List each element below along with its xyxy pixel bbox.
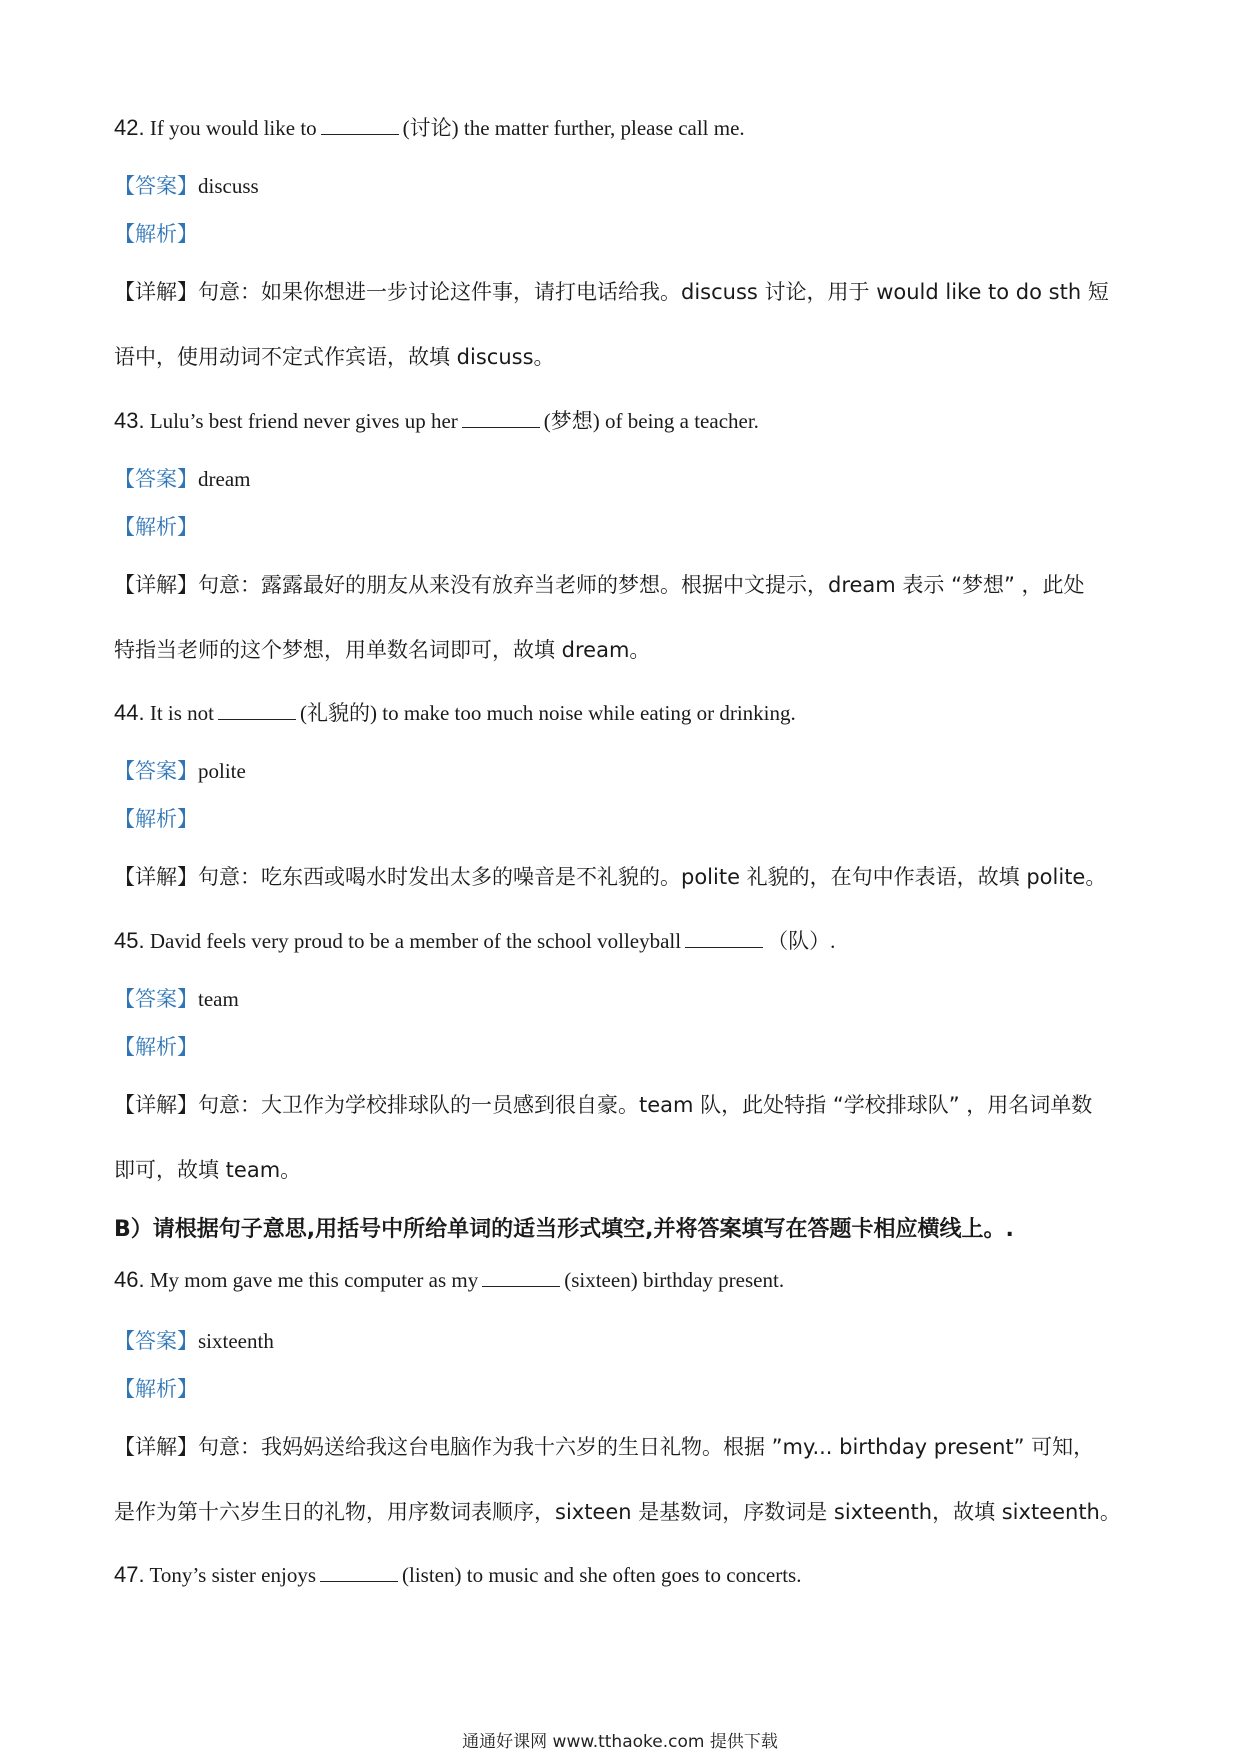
detail-text: 语中，使用动词不定式作宾语，故填 discuss。 bbox=[114, 345, 555, 369]
detail-line-43a bbox=[114, 569, 1085, 599]
answer-tag: 【答案】 bbox=[114, 987, 198, 1011]
analysis-line-45 bbox=[114, 1031, 198, 1061]
question-number: 47. bbox=[114, 1562, 145, 1587]
detail-tag: 【详解】 bbox=[114, 280, 198, 304]
detail-line-43b bbox=[114, 634, 650, 664]
question-43 bbox=[114, 405, 759, 435]
section-b-heading: B）请根据句子意思,用括号中所给单词的适当形式填空,并将答案填写在答题卡相应横线上。. bbox=[114, 1217, 1014, 1242]
question-text-after: (sixteen) birthday present. bbox=[564, 1268, 785, 1292]
detail-line-45b bbox=[114, 1154, 301, 1184]
analysis-tag: 【解析】 bbox=[114, 807, 198, 831]
detail-text: 句意：吃东西或喝水时发出太多的噪音是不礼貌的。polite 礼貌的，在句中作表语，故填 polite。 bbox=[198, 865, 1107, 889]
analysis-tag: 【解析】 bbox=[114, 222, 198, 246]
detail-text: 即可，故填 team。 bbox=[114, 1158, 302, 1182]
answer-value: sixteenth bbox=[198, 1329, 274, 1353]
answer-tag: 【答案】 bbox=[114, 174, 198, 198]
question-45 bbox=[114, 925, 835, 955]
detail-text: 句意：大卫作为学校排球队的一员感到很自豪。team 队，此处特指 “学校排球队” ，用名词单数 bbox=[198, 1093, 1093, 1117]
question-number: 44. bbox=[114, 700, 145, 725]
question-number: 46. bbox=[114, 1267, 145, 1292]
detail-tag: 【详解】 bbox=[114, 1093, 198, 1117]
detail-line-46b bbox=[114, 1496, 1121, 1526]
question-47 bbox=[114, 1562, 801, 1588]
detail-line-42b bbox=[114, 341, 555, 371]
detail-tag: 【详解】 bbox=[114, 865, 198, 889]
detail-line-45a bbox=[114, 1089, 1092, 1119]
answer-blank bbox=[321, 116, 399, 135]
question-text-after: （队）. bbox=[767, 929, 836, 953]
detail-tag: 【详解】 bbox=[114, 573, 198, 597]
detail-tag: 【详解】 bbox=[114, 1435, 198, 1459]
answer-tag: 【答案】 bbox=[114, 1329, 198, 1353]
answer-line-44 bbox=[114, 755, 246, 785]
question-text-before: David feels very proud to be a member of the school volleyball bbox=[149, 929, 682, 953]
question-text-after: (讨论) the matter further, please call me. bbox=[402, 116, 745, 140]
answer-tag: 【答案】 bbox=[114, 759, 198, 783]
analysis-tag: 【解析】 bbox=[114, 1035, 198, 1059]
question-number: 42. bbox=[114, 115, 145, 140]
question-text-after: (梦想) of being a teacher. bbox=[543, 409, 759, 433]
detail-text: 是作为第十六岁生日的礼物，用序数词表顺序，sixteen 是基数词，序数词是 sixteenth，故填 sixteenth。 bbox=[114, 1500, 1121, 1524]
question-42 bbox=[114, 112, 745, 142]
answer-blank bbox=[482, 1268, 560, 1287]
question-text-before: Lulu’s best friend never gives up her bbox=[149, 409, 458, 433]
question-text-after: (礼貌的) to make too much noise while eating or drinking. bbox=[300, 701, 796, 725]
answer-blank bbox=[218, 701, 296, 720]
question-text-before: Tony’s sister enjoys bbox=[149, 1563, 316, 1587]
answer-blank bbox=[462, 409, 540, 428]
answer-line-46 bbox=[114, 1325, 274, 1355]
analysis-line-42 bbox=[114, 218, 198, 248]
analysis-tag: 【解析】 bbox=[114, 515, 198, 539]
question-number: 43. bbox=[114, 408, 145, 433]
answer-blank bbox=[685, 929, 763, 948]
answer-value: dream bbox=[198, 467, 251, 491]
question-text-before: My mom gave me this computer as my bbox=[149, 1268, 479, 1292]
answer-line-43 bbox=[114, 463, 250, 493]
answer-value: polite bbox=[198, 759, 246, 783]
question-text-before: It is not bbox=[149, 701, 215, 725]
question-number: 45. bbox=[114, 928, 145, 953]
answer-value: team bbox=[198, 987, 239, 1011]
question-44 bbox=[114, 697, 796, 727]
analysis-tag: 【解析】 bbox=[114, 1377, 198, 1401]
detail-line-46a bbox=[114, 1431, 1094, 1461]
answer-value: discuss bbox=[198, 174, 259, 198]
analysis-line-46 bbox=[114, 1373, 198, 1403]
analysis-line-44 bbox=[114, 803, 198, 833]
detail-line-44a bbox=[114, 861, 1106, 891]
answer-line-42 bbox=[114, 170, 259, 200]
detail-text: 句意：我妈妈送给我这台电脑作为我十六岁的生日礼物。根据 ”my... birthday present” 可知， bbox=[198, 1435, 1095, 1459]
question-text-before: If you would like to bbox=[149, 116, 317, 140]
analysis-line-43 bbox=[114, 511, 198, 541]
detail-line-42a bbox=[114, 276, 1109, 306]
answer-tag: 【答案】 bbox=[114, 467, 198, 491]
question-text-after: (listen) to music and she often goes to concerts. bbox=[402, 1563, 802, 1587]
page-footer: 通通好课网 www.tthaoke.com 提供下载 bbox=[462, 1732, 778, 1752]
detail-text: 句意：如果你想进一步讨论这件事，请打电话给我。discuss 讨论，用于 would like to do sth 短 bbox=[198, 280, 1109, 304]
detail-text: 特指当老师的这个梦想，用单数名词即可，故填 dream。 bbox=[114, 638, 651, 662]
detail-text: 句意：露露最好的朋友从来没有放弃当老师的梦想。根据中文提示，dream 表示 “梦想” ，此处 bbox=[198, 573, 1085, 597]
answer-blank bbox=[320, 1563, 398, 1582]
question-46 bbox=[114, 1267, 784, 1293]
answer-line-45 bbox=[114, 983, 239, 1013]
